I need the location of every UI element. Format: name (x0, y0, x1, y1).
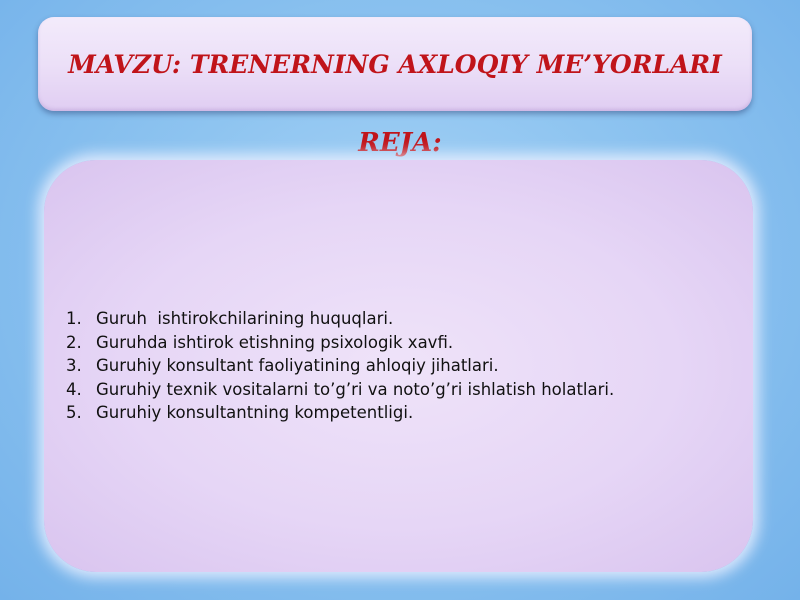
list-item-number: 3. (66, 356, 82, 375)
list-item (66, 331, 614, 355)
title-box (38, 17, 752, 111)
list-item (66, 401, 614, 425)
list-item (66, 378, 614, 402)
list-item-number: 2. (66, 332, 82, 352)
list-item-number: 4. (66, 379, 82, 399)
list-item-text: Guruhiy konsultantning kompetentligi. (96, 403, 414, 422)
plan-list (66, 307, 614, 425)
list-item-text: Guruhiy texnik vositalarni to’g’ri va noto’g’ri ishlatish holatlari. (96, 379, 615, 399)
slide-title: MAVZU: TRENERNING AXLOQIY ME’YORLARI (68, 49, 722, 79)
list-item-text: Guruh ishtirokchilarining huquqlari. (96, 309, 394, 328)
list-item-text: Guruhda ishtirok etishning psixologik xavfi. (96, 332, 454, 352)
list-item-number: 5. (66, 403, 82, 422)
list-item (66, 307, 614, 331)
list-item-number: 1. (66, 309, 82, 328)
slide-subtitle: REJA: (358, 128, 442, 158)
list-item-text: Guruhiy konsultant faoliyatining ahloqiy jihatlari. (96, 356, 499, 375)
content-panel (44, 160, 753, 572)
list-item (66, 354, 614, 378)
